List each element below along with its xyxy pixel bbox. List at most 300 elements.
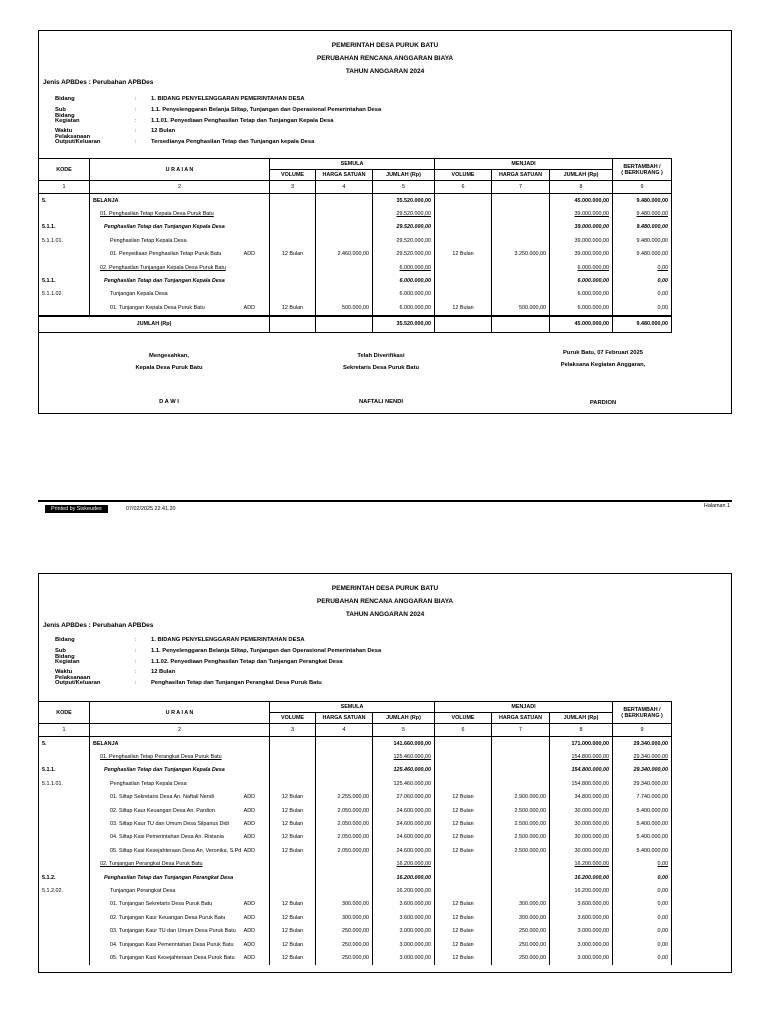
jumlah-cell bbox=[373, 261, 435, 274]
jumlah-value: 171.000.000,00 bbox=[571, 740, 609, 747]
selisih-value: 0,00 bbox=[657, 901, 668, 908]
volume-cell bbox=[270, 261, 316, 274]
harga-cell: 300.000,00 bbox=[316, 898, 373, 911]
selisih-cell bbox=[613, 871, 672, 884]
uraian-text: BELANJA bbox=[93, 740, 119, 747]
jumlah-value: 141.660.000,00 bbox=[393, 740, 431, 747]
jumlah-cell bbox=[550, 871, 613, 884]
jumlah-value: 29.520.000,00 bbox=[396, 224, 431, 231]
harga-cell: 250.000,00 bbox=[492, 938, 550, 951]
selisih-value: 9.480.000,00 bbox=[636, 251, 668, 258]
harga-cell bbox=[492, 858, 550, 871]
col-bertambah bbox=[613, 159, 672, 181]
col-number: 3 bbox=[270, 181, 316, 194]
jumlah-cell bbox=[550, 234, 613, 247]
harga-cell bbox=[316, 194, 373, 208]
jumlah-value: 6.000.000,00 bbox=[399, 278, 431, 285]
source-fund: ADD bbox=[243, 807, 255, 814]
volume-cell bbox=[435, 871, 492, 884]
table-row bbox=[39, 274, 672, 287]
harga-cell: 500.000,00 bbox=[492, 301, 550, 315]
jumlah-value: 45.000.000,00 bbox=[574, 197, 609, 204]
harga-cell bbox=[316, 288, 373, 301]
jumlah-value: 16.200.000,00 bbox=[574, 861, 609, 868]
jumlah-value: 16.200.000,00 bbox=[396, 887, 431, 894]
total-selisih: 9.480.000,00 bbox=[613, 316, 672, 333]
jumlah-value: 24.600.000,00 bbox=[396, 821, 431, 828]
uraian-cell bbox=[90, 301, 270, 315]
jumlah-cell bbox=[550, 777, 613, 790]
info-value: 1. BIDANG PENYELENGGARAN PEMERINTAHAN DESA bbox=[151, 96, 305, 102]
harga-cell: 250.000,00 bbox=[316, 924, 373, 937]
uraian-cell bbox=[90, 817, 270, 830]
kode-cell bbox=[39, 804, 90, 817]
selisih-cell bbox=[613, 884, 672, 897]
col-number: 4 bbox=[316, 724, 373, 737]
uraian-cell bbox=[90, 274, 270, 287]
table-row bbox=[39, 750, 672, 763]
jumlah-cell bbox=[373, 884, 435, 897]
uraian-cell bbox=[90, 234, 270, 247]
table-row bbox=[39, 951, 672, 964]
volume-cell: 12 Bulan bbox=[270, 817, 316, 830]
info-value: 1.1. Penyelenggaran Belanja Siltap, Tunjangan dan Operasional Pemerintahan Desa bbox=[151, 647, 382, 654]
col-bertambah-line1: BERTAMBAH / bbox=[623, 706, 661, 713]
col-harga: HARGA SATUAN bbox=[492, 170, 550, 181]
jumlah-value: 16.200.000,00 bbox=[574, 874, 609, 881]
jumlah-cell bbox=[550, 831, 613, 844]
kode-cell bbox=[39, 898, 90, 911]
jumlah-cell bbox=[550, 248, 613, 261]
kode-cell bbox=[39, 791, 90, 804]
uraian-text: BELANJA bbox=[93, 197, 119, 204]
total-menjadi: 45.000.000,00 bbox=[550, 316, 613, 333]
col-jumlah: JUMLAH (Rp) bbox=[550, 170, 613, 181]
uraian-text: 04. Siltap Kasi Pemerintahan Desa An. Ristania bbox=[110, 834, 224, 841]
jumlah-value: 27.060.000,00 bbox=[396, 794, 431, 801]
selisih-cell bbox=[613, 737, 672, 751]
uraian-text: 02. Siltap Kaur Keuangan Desa An. Pardion bbox=[110, 807, 215, 814]
col-number: 6 bbox=[435, 724, 492, 737]
table-row bbox=[39, 844, 672, 857]
uraian-text: 01. Penghasilan Tetap Perangkat Desa Puruk Batu bbox=[100, 754, 222, 761]
selisih-cell bbox=[613, 898, 672, 911]
col-number: 5 bbox=[373, 724, 435, 737]
col-menjadi: MENJADI bbox=[435, 159, 613, 170]
total-row bbox=[39, 316, 672, 333]
jumlah-cell bbox=[373, 737, 435, 751]
volume-cell bbox=[270, 288, 316, 301]
source-fund: ADD bbox=[243, 954, 255, 961]
jumlah-cell bbox=[550, 288, 613, 301]
selisih-value: 5.400.000,00 bbox=[636, 821, 668, 828]
volume-cell bbox=[270, 750, 316, 763]
uraian-text: Penghasilan Tetap Kepala Desa bbox=[110, 237, 187, 244]
harga-cell: 2.500.000,00 bbox=[492, 831, 550, 844]
uraian-text: 03. Tunjangan Kaur TU dan Umum Desa Puruk Batu bbox=[110, 928, 236, 935]
selisih-cell bbox=[613, 194, 672, 208]
uraian-cell bbox=[90, 951, 270, 964]
harga-cell: 300.000,00 bbox=[492, 898, 550, 911]
uraian-text: 04. Tunjangan Kasi Pemerintahan Desa Puruk Batu bbox=[110, 941, 234, 948]
table-row bbox=[39, 221, 672, 234]
jumlah-value: 24.600.000,00 bbox=[396, 847, 431, 854]
kode-cell bbox=[39, 301, 90, 315]
source-fund: ADD bbox=[243, 914, 255, 921]
source-fund: ADD bbox=[243, 251, 255, 258]
jumlah-cell bbox=[373, 234, 435, 247]
secretary-name: NAFTALI NENDI bbox=[358, 399, 403, 405]
jumlah-value: 24.600.000,00 bbox=[396, 834, 431, 841]
harga-cell bbox=[316, 764, 373, 777]
rab-sheet-page-1: PEMERINTAH DESA PURUK BATU PERUBAHAN RENCANA ANGGARAN BIAYA TAHUN ANGGARAN 2024 Jenis APBDes : Perubahan APBDes Bidang : 1. BIDANG PENYELENGGARAN PEMERINTAHAN DESA Sub Bidang : 1.1. Penyelenggaran Belanja Siltap, Tunjangan dan Operasional Pemerintahan Desa Kegiatan : 1.1.01. Penyediaan Penghasilan Tetap dan Tunjangan Kepala Desa Waktu Pelaksanaan : 12 Bulan Output/Keluaran : Tersedianya Penghasilan Tetap dan Tunjangan kepala Desa KODE U R A I A N SEMULA MENJADI BERTAMBAH / ( BERKURANG ) VOLUME HARGA SATUAN JUMLAH (Rp) VOLUME HARGA SATUAN JUMLAH (Rp) 1 2 3 4 5 6 7 8 9 5. BELANJA 35.520.000,00 45.000.000,00 9.480.000,00 01. Penghasilan Tetap Kepala Desa Puruk Batu 29.520.000,00 39.000.000,00 9.480.000,00 5.1.1. Penghasilan Tetap dan Tunjangan Kepala Desa 29.520.000,00 39.000.000,00 9.480.000,00 5.1.1.01. Penghasilan Tetap Kepala Desa 29.520.000,00 39.000.000,00 9.480.000,00 01. Penyediaan Penghasilan Tetap Puruk Batu ADD 12 Bulan 2.460.000,00 29.520.000,00 12 Bulan 3.250.000,00 39.000.000,00 9.480.000,00 02. Penghasilan Tunjangan Kepala Desa Puruk Batu 6.000.000,00 6.000.000,00 0,00 5.1.1. Penghasilan Tetap dan Tunjangan Kepala Desa 6.000.000,00 6.000.000,00 0,00 5.1.1.02. Tunjangan Kepala Desa 6.000.000,00 6.000.000,00 0,00 01. Tunjangan Kepala Desa Puruk Batu ADD 12 Bulan 500.000,00 6.000.000,00 12 Bulan 500.000,00 6.000.000,00 0,00 JUMLAH (Rp) 35.520.000,00 45.000.000,00 9.480.000,00 Mengesahkan, Kepala Desa Puruk Batu D A W I Telah Diverifikasi Sekretaris Desa Puruk Batu NAFTALI NENDI Puruk Batu, 07 Februari 2025 Pelaksana Kegiatan Anggaran, PARDION bbox=[38, 30, 732, 414]
table-row bbox=[39, 737, 672, 751]
gov-title: PEMERINTAH DESA PURUK BATU bbox=[331, 585, 439, 592]
volume-cell: 12 Bulan bbox=[270, 938, 316, 951]
col-number: 9 bbox=[613, 181, 672, 194]
jumlah-value: 34.800.000,00 bbox=[574, 794, 609, 801]
jumlah-cell bbox=[550, 898, 613, 911]
harga-cell: 250.000,00 bbox=[316, 938, 373, 951]
harga-cell: 2.900.000,00 bbox=[492, 791, 550, 804]
harga-cell bbox=[492, 274, 550, 287]
harga-cell bbox=[492, 884, 550, 897]
uraian-text: Penghasilan Tetap dan Tunjangan Kepala Desa bbox=[104, 224, 225, 231]
print-timestamp: 07/02/2025 22.41.20 bbox=[126, 506, 176, 512]
col-number: 8 bbox=[550, 724, 613, 737]
jumlah-cell bbox=[550, 951, 613, 964]
selisih-cell bbox=[613, 844, 672, 857]
volume-cell bbox=[435, 737, 492, 751]
jumlah-value: 3.000.000,00 bbox=[577, 941, 609, 948]
selisih-cell bbox=[613, 951, 672, 964]
harga-cell: 2.500.000,00 bbox=[492, 817, 550, 830]
volume-cell: 12 Bulan bbox=[270, 301, 316, 315]
table-row bbox=[39, 898, 672, 911]
kode-cell bbox=[39, 817, 90, 830]
harga-cell: 250.000,00 bbox=[316, 951, 373, 964]
harga-cell bbox=[316, 750, 373, 763]
jumlah-cell bbox=[550, 750, 613, 763]
uraian-text: 02. Tunjangan Kaur Keuangan Desa Puruk Batu bbox=[110, 914, 226, 921]
jumlah-cell bbox=[550, 207, 613, 220]
volume-cell bbox=[270, 858, 316, 871]
harga-cell: 500.000,00 bbox=[316, 301, 373, 315]
selisih-value: 29.340.000,00 bbox=[633, 754, 668, 761]
jumlah-value: 3.000.000,00 bbox=[399, 928, 431, 935]
uraian-text: 02. Tunjangan Perangkat Desa Puruk Batu bbox=[100, 861, 203, 868]
jumlah-cell bbox=[550, 844, 613, 857]
harga-cell bbox=[492, 764, 550, 777]
volume-cell: 12 Bulan bbox=[270, 804, 316, 817]
jumlah-value: 6.000.000,00 bbox=[577, 278, 609, 285]
jumlah-value: 3.000.000,00 bbox=[577, 928, 609, 935]
col-number: 7 bbox=[492, 724, 550, 737]
harga-cell bbox=[492, 207, 550, 220]
village-head-name: D A W I bbox=[159, 399, 179, 405]
jumlah-value: 30.000.000,00 bbox=[574, 821, 609, 828]
kode-cell: 5.1.1.02. bbox=[39, 288, 90, 301]
jumlah-value: 3.600.000,00 bbox=[577, 901, 609, 908]
table-row bbox=[39, 791, 672, 804]
selisih-cell bbox=[613, 764, 672, 777]
uraian-cell bbox=[90, 804, 270, 817]
selisih-value: 0,00 bbox=[657, 914, 668, 921]
jumlah-cell bbox=[550, 274, 613, 287]
selisih-cell bbox=[613, 288, 672, 301]
harga-cell bbox=[492, 871, 550, 884]
table-body bbox=[39, 159, 672, 333]
col-number: 7 bbox=[492, 181, 550, 194]
uraian-text: 01. Penyediaan Penghasilan Tetap Puruk Batu bbox=[110, 251, 222, 258]
jumlah-value: 16.200.000,00 bbox=[396, 861, 431, 868]
info-label: Sub Bidang bbox=[55, 106, 75, 119]
col-number: 9 bbox=[613, 724, 672, 737]
jumlah-value: 125.460.000,00 bbox=[393, 780, 431, 787]
volume-cell: 12 Bulan bbox=[435, 817, 492, 830]
col-kode: KODE bbox=[39, 702, 90, 724]
source-fund: ADD bbox=[243, 821, 255, 828]
volume-cell bbox=[270, 194, 316, 208]
source-fund: ADD bbox=[243, 928, 255, 935]
harga-cell bbox=[316, 261, 373, 274]
volume-cell: 12 Bulan bbox=[435, 831, 492, 844]
jumlah-cell bbox=[550, 194, 613, 208]
volume-cell bbox=[435, 764, 492, 777]
jumlah-cell bbox=[373, 924, 435, 937]
jumlah-cell bbox=[373, 777, 435, 790]
page-number: Halaman 1 bbox=[703, 503, 730, 509]
harga-cell: 2.460.000,00 bbox=[316, 248, 373, 261]
col-number: 1 bbox=[39, 181, 90, 194]
table-row bbox=[39, 261, 672, 274]
jumlah-cell bbox=[373, 938, 435, 951]
doc-title: PERUBAHAN RENCANA ANGGARAN BIAYA bbox=[316, 55, 454, 62]
selisih-value: 0,00 bbox=[657, 291, 668, 298]
gov-title: PEMERINTAH DESA PURUK BATU bbox=[331, 42, 439, 49]
selisih-value: 9.480.000,00 bbox=[636, 197, 668, 204]
harga-cell bbox=[316, 234, 373, 247]
volume-cell bbox=[435, 207, 492, 220]
uraian-text: Penghasilan Tetap Kepala Desa bbox=[110, 780, 187, 787]
volume-cell: 12 Bulan bbox=[435, 791, 492, 804]
jumlah-value: 16.200.000,00 bbox=[574, 887, 609, 894]
jumlah-cell bbox=[550, 911, 613, 924]
uraian-cell bbox=[90, 884, 270, 897]
selisih-value: 0,00 bbox=[657, 874, 668, 881]
selisih-cell bbox=[613, 858, 672, 871]
uraian-cell bbox=[90, 248, 270, 261]
executor-name: PARDION bbox=[589, 400, 617, 406]
volume-cell: 12 Bulan bbox=[435, 911, 492, 924]
selisih-cell bbox=[613, 831, 672, 844]
volume-cell bbox=[435, 858, 492, 871]
uraian-cell bbox=[90, 764, 270, 777]
info-value: Tersedianya Penghasilan Tetap dan Tunjangan kepala Desa bbox=[151, 139, 315, 146]
jumlah-cell bbox=[550, 884, 613, 897]
volume-cell bbox=[435, 194, 492, 208]
uraian-text: 05. Siltap Kasi Kesejahteraan Desa An. Veronika, S.Pd bbox=[110, 847, 242, 854]
jumlah-cell bbox=[550, 221, 613, 234]
selisih-cell bbox=[613, 234, 672, 247]
uraian-cell bbox=[90, 791, 270, 804]
jumlah-value: 3.600.000,00 bbox=[399, 914, 431, 921]
col-harga: HARGA SATUAN bbox=[316, 170, 373, 181]
volume-cell: 12 Bulan bbox=[270, 844, 316, 857]
total-semula: 35.520.000,00 bbox=[373, 316, 435, 333]
kode-cell bbox=[39, 938, 90, 951]
jumlah-cell bbox=[373, 911, 435, 924]
table-row bbox=[39, 777, 672, 790]
col-semula: SEMULA bbox=[270, 159, 435, 170]
jumlah-cell bbox=[550, 301, 613, 315]
table-row bbox=[39, 938, 672, 951]
col-bertambah-line2: ( BERKURANG ) bbox=[621, 169, 663, 176]
info-label: Waktu Pelaksanaan bbox=[55, 128, 91, 141]
jumlah-value: 29.520.000,00 bbox=[396, 251, 431, 258]
col-volume: VOLUME bbox=[435, 170, 492, 181]
harga-cell: 2.050.000,00 bbox=[316, 831, 373, 844]
selisih-value: 0,00 bbox=[657, 928, 668, 935]
harga-cell bbox=[316, 207, 373, 220]
col-number: 1 bbox=[39, 724, 90, 737]
kode-cell: 5.1.2. bbox=[39, 871, 90, 884]
col-number: 8 bbox=[550, 181, 613, 194]
uraian-cell bbox=[90, 207, 270, 220]
harga-cell: 2.050.000,00 bbox=[316, 804, 373, 817]
selisih-value: 29.340.000,00 bbox=[633, 740, 668, 747]
total-label: JUMLAH (Rp) bbox=[39, 316, 270, 333]
harga-cell: 250.000,00 bbox=[492, 951, 550, 964]
volume-cell bbox=[270, 207, 316, 220]
selisih-value: 0,00 bbox=[657, 304, 668, 311]
table-row bbox=[39, 831, 672, 844]
jumlah-cell bbox=[373, 221, 435, 234]
jumlah-value: 6.000.000,00 bbox=[577, 304, 609, 311]
jumlah-cell bbox=[550, 938, 613, 951]
selisih-value: 0,00 bbox=[657, 278, 668, 285]
table-row bbox=[39, 288, 672, 301]
jumlah-cell bbox=[373, 274, 435, 287]
volume-cell: 12 Bulan bbox=[435, 301, 492, 315]
info-label: Waktu Pelaksanaan bbox=[55, 669, 91, 682]
selisih-value: 29.340.000,00 bbox=[633, 767, 668, 774]
volume-cell bbox=[435, 884, 492, 897]
volume-cell bbox=[435, 750, 492, 763]
budget-table bbox=[38, 158, 672, 333]
uraian-text: Penghasilan Tetap dan Tunjangan Kepala Desa bbox=[104, 278, 225, 285]
harga-cell: 2.500.000,00 bbox=[492, 844, 550, 857]
fiscal-year: TAHUN ANGGARAN 2024 bbox=[345, 68, 425, 75]
jumlah-cell bbox=[373, 804, 435, 817]
verified-label: Telah Diverifikasi bbox=[357, 353, 405, 359]
source-fund: ADD bbox=[243, 941, 255, 948]
uraian-text: Tunjangan Kepala Desa bbox=[110, 291, 168, 298]
col-number: 5 bbox=[373, 181, 435, 194]
harga-cell bbox=[316, 221, 373, 234]
volume-cell: 12 Bulan bbox=[435, 248, 492, 261]
col-bertambah bbox=[613, 702, 672, 724]
jumlah-cell bbox=[550, 804, 613, 817]
volume-cell: 12 Bulan bbox=[435, 951, 492, 964]
uraian-text: 01. Penghasilan Tetap Kepala Desa Puruk Batu bbox=[100, 211, 214, 218]
info-value: 1.1.02. Penyediaan Penghasilan Tetap dan Tunjangan Perangkat Desa bbox=[151, 658, 343, 665]
jumlah-cell bbox=[550, 261, 613, 274]
jumlah-cell bbox=[373, 288, 435, 301]
jumlah-value: 16.200.000,00 bbox=[396, 874, 431, 881]
jumlah-value: 6.000.000,00 bbox=[577, 291, 609, 298]
volume-cell: 12 Bulan bbox=[435, 804, 492, 817]
jumlah-cell bbox=[373, 817, 435, 830]
col-number: 2 bbox=[90, 181, 270, 194]
table-row bbox=[39, 804, 672, 817]
volume-cell bbox=[270, 234, 316, 247]
selisih-cell bbox=[613, 207, 672, 220]
jumlah-cell bbox=[373, 858, 435, 871]
info-label: Sub Bidang bbox=[55, 647, 75, 660]
jumlah-value: 39.000.000,00 bbox=[574, 224, 609, 231]
col-volume: VOLUME bbox=[270, 170, 316, 181]
col-uraian: U R A I A N bbox=[90, 702, 270, 724]
selisih-value: 9.480.000,00 bbox=[636, 211, 668, 218]
secretary-title: Sekretaris Desa Puruk Batu bbox=[342, 365, 420, 371]
doc-title: PERUBAHAN RENCANA ANGGARAN BIAYA bbox=[316, 598, 454, 605]
jumlah-value: 154.800.000,00 bbox=[571, 767, 609, 774]
volume-cell bbox=[435, 288, 492, 301]
uraian-cell bbox=[90, 844, 270, 857]
budget-table bbox=[38, 701, 672, 965]
info-value: 1. BIDANG PENYELENGGARAN PEMERINTAHAN DESA bbox=[151, 637, 305, 643]
source-fund: ADD bbox=[243, 304, 255, 311]
volume-cell bbox=[435, 261, 492, 274]
harga-cell bbox=[316, 777, 373, 790]
kode-cell: 5.1.1.01. bbox=[39, 234, 90, 247]
col-jumlah: JUMLAH (Rp) bbox=[373, 713, 435, 724]
page-footer-rule bbox=[38, 500, 732, 502]
jumlah-cell bbox=[373, 871, 435, 884]
fiscal-year: TAHUN ANGGARAN 2024 bbox=[345, 611, 425, 618]
printed-by-badge: Printed by Siskeudes bbox=[45, 505, 108, 513]
selisih-value: 0,00 bbox=[657, 861, 668, 868]
col-number: 4 bbox=[316, 181, 373, 194]
uraian-text: 01. Tunjangan Sekretaris Desa Puruk Batu bbox=[110, 901, 213, 908]
kode-cell: 5.1.1. bbox=[39, 764, 90, 777]
uraian-cell bbox=[90, 831, 270, 844]
source-fund: ADD bbox=[243, 794, 255, 801]
jumlah-value: 29.520.000,00 bbox=[396, 211, 431, 218]
info-value: 1.1.01. Penyediaan Penghasilan Tetap dan Tunjangan Kepala Desa bbox=[151, 117, 334, 124]
kode-cell bbox=[39, 924, 90, 937]
volume-cell bbox=[270, 221, 316, 234]
jumlah-cell bbox=[550, 924, 613, 937]
selisih-cell bbox=[613, 750, 672, 763]
col-bertambah-line2: ( BERKURANG ) bbox=[621, 712, 663, 719]
kode-cell bbox=[39, 844, 90, 857]
jumlah-value: 35.520.000,00 bbox=[396, 197, 431, 204]
harga-cell: 2.255.000,00 bbox=[316, 791, 373, 804]
table-row bbox=[39, 817, 672, 830]
selisih-cell bbox=[613, 817, 672, 830]
executor-title: Pelaksana Kegiatan Anggaran, bbox=[560, 362, 646, 368]
jumlah-cell bbox=[373, 301, 435, 315]
table-row bbox=[39, 884, 672, 897]
kode-cell: 5.1.1. bbox=[39, 274, 90, 287]
volume-cell: 12 Bulan bbox=[270, 951, 316, 964]
jumlah-cell bbox=[373, 194, 435, 208]
jumlah-cell bbox=[373, 831, 435, 844]
uraian-cell bbox=[90, 750, 270, 763]
jenis-apbdes: Jenis APBDes : Perubahan APBDes bbox=[43, 79, 154, 86]
